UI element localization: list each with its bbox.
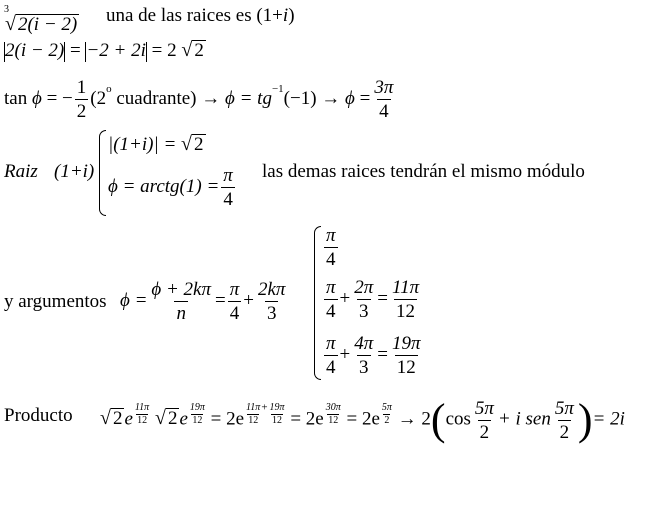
root-index: 3	[4, 4, 9, 15]
fraction-one-half: $\frac{1}{2}$	[76, 77, 87, 122]
producto-expression: √ 2 e $\frac{11\pi}{12}$ √ 2 e $\frac{19\pi}{12}$ = 2e $\frac{11\pi}{12}$ + $\frac{19\pi}{12}$ = 2e $\frac{30\pi}{12}$ = 2e $\frac{5\pi}{2}$ → 2(cos $\frac{5\pi}{2}$ + i sen $\frac{5\pi}{2}$ )= 2i	[100, 395, 625, 444]
tan-label: tan	[4, 87, 28, 109]
raiz-note: las demas raices tendrán el mismo módulo	[262, 161, 585, 182]
line-tangent: tan ϕ = − $\frac{1}{2}$ (2o cuadrante) → ϕ = tg−1(−1) → ϕ = $\frac{3\pi}{4}$	[4, 77, 394, 122]
root-note: una de las raices es (1+i)	[106, 5, 295, 26]
sqrt-two: √ 2	[181, 39, 204, 61]
raiz-label: Raiz	[4, 161, 38, 182]
fraction-three-pi-quarter: $\frac{3\pi}{4}$	[374, 77, 394, 122]
raiz-base: (1+i)	[54, 161, 95, 182]
modulus-rhs: = 2	[151, 40, 177, 61]
arg-case-2: $\frac{\pi}{4}$ + $\frac{2\pi}{3}$ = $\frac{11\pi}{12}$	[326, 277, 420, 322]
raiz-argument: ϕ = arctg(1) = $\frac{\pi}{4}$	[108, 165, 233, 210]
raiz-modulus: |(1+i)| = √ 2	[108, 133, 204, 155]
producto-label: Producto	[4, 405, 73, 426]
args-formula: ϕ = $\frac{\phi + 2k\pi}{n}$ = $\frac{\pi}{4}$ + $\frac{2k\pi}{3}$	[120, 279, 286, 324]
arg-case-3: $\frac{\pi}{4}$ + $\frac{4\pi}{3}$ = $\frac{19\pi}{12}$	[326, 333, 421, 378]
raiz-brace	[99, 130, 106, 216]
cube-root	[4, 4, 79, 35]
arg-case-1: $\frac{\pi}{4}$	[326, 225, 336, 270]
args-brace	[314, 226, 321, 380]
args-label: y argumentos	[4, 291, 107, 312]
root-radicand: 2(i − 2)	[17, 14, 78, 35]
line-cube-root	[4, 6, 295, 34]
modulus-lhs: 2(i − 2)	[5, 40, 65, 61]
line-modulus: 2(i − 2) = −2 + 2i = 2 √ 2	[5, 39, 204, 61]
radical-sign: √	[5, 13, 16, 35]
modulus-mid: −2 + 2i	[86, 40, 146, 61]
